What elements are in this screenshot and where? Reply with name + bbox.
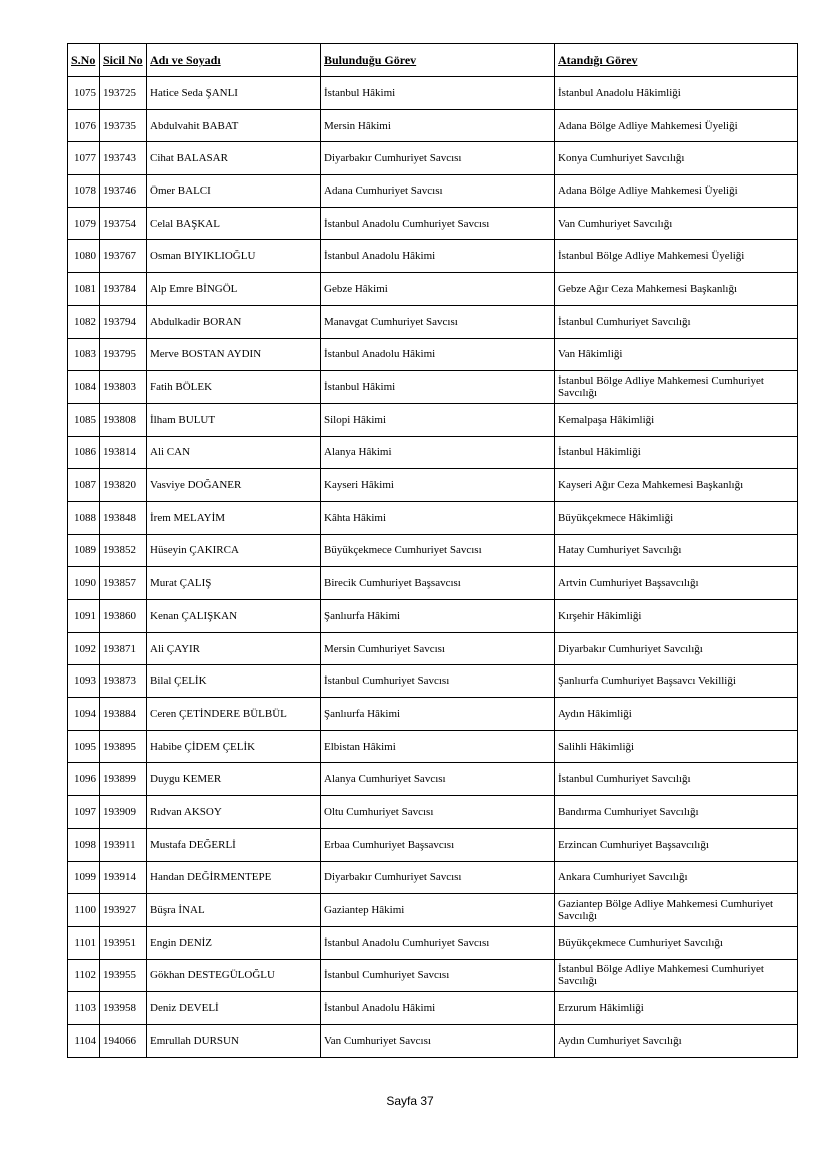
table-header-row bbox=[68, 44, 798, 77]
cell-assigned-post: Büyükçekmece Hâkimliği bbox=[555, 501, 798, 534]
cell-assigned-post: Bandırma Cumhuriyet Savcılığı bbox=[555, 796, 798, 829]
cell-sno: 1080 bbox=[68, 240, 100, 273]
cell-sno: 1102 bbox=[68, 959, 100, 992]
cell-current-post: Alanya Cumhuriyet Savcısı bbox=[321, 763, 555, 796]
cell-current-post: İstanbul Anadolu Hâkimi bbox=[321, 992, 555, 1025]
cell-sicil-no: 193857 bbox=[100, 567, 147, 600]
cell-assigned-post: İstanbul Hâkimliği bbox=[555, 436, 798, 469]
cell-name: Gökhan DESTEGÜLOĞLU bbox=[147, 959, 321, 992]
cell-sicil-no: 193852 bbox=[100, 534, 147, 567]
cell-name: Fatih BÖLEK bbox=[147, 371, 321, 404]
cell-name: Vasviye DOĞANER bbox=[147, 469, 321, 502]
cell-sicil-no: 193754 bbox=[100, 207, 147, 240]
cell-current-post: Birecik Cumhuriyet Başsavcısı bbox=[321, 567, 555, 600]
cell-sno: 1083 bbox=[68, 338, 100, 371]
cell-current-post: Mersin Hâkimi bbox=[321, 109, 555, 142]
cell-current-post: İstanbul Cumhuriyet Savcısı bbox=[321, 665, 555, 698]
cell-name: Duygu KEMER bbox=[147, 763, 321, 796]
cell-assigned-post: İstanbul Anadolu Hâkimliği bbox=[555, 77, 798, 110]
cell-assigned-post: Büyükçekmece Cumhuriyet Savcılığı bbox=[555, 926, 798, 959]
table-row bbox=[68, 1024, 798, 1057]
cell-sno: 1079 bbox=[68, 207, 100, 240]
header-assigned-post: Atandığı Görev bbox=[555, 44, 798, 77]
cell-sno: 1096 bbox=[68, 763, 100, 796]
cell-assigned-post: Salihli Hâkimliği bbox=[555, 730, 798, 763]
cell-sno: 1094 bbox=[68, 698, 100, 731]
cell-current-post: İstanbul Anadolu Hâkimi bbox=[321, 240, 555, 273]
cell-sno: 1082 bbox=[68, 305, 100, 338]
cell-sicil-no: 193958 bbox=[100, 992, 147, 1025]
table-row bbox=[68, 534, 798, 567]
cell-sno: 1100 bbox=[68, 894, 100, 927]
header-sno: S.No bbox=[68, 44, 100, 77]
cell-assigned-post: Erzincan Cumhuriyet Başsavcılığı bbox=[555, 828, 798, 861]
cell-name: İrem MELAYİM bbox=[147, 501, 321, 534]
cell-sno: 1093 bbox=[68, 665, 100, 698]
cell-sicil-no: 193927 bbox=[100, 894, 147, 927]
cell-sno: 1088 bbox=[68, 501, 100, 534]
assignment-table bbox=[67, 43, 798, 1058]
cell-current-post: İstanbul Hâkimi bbox=[321, 77, 555, 110]
cell-current-post: Diyarbakır Cumhuriyet Savcısı bbox=[321, 142, 555, 175]
assignment-table-container bbox=[67, 43, 797, 1058]
cell-assigned-post: Kayseri Ağır Ceza Mahkemesi Başkanlığı bbox=[555, 469, 798, 502]
cell-sno: 1099 bbox=[68, 861, 100, 894]
cell-current-post: Alanya Hâkimi bbox=[321, 436, 555, 469]
cell-sno: 1084 bbox=[68, 371, 100, 404]
page-number: Sayfa 37 bbox=[386, 1094, 434, 1108]
cell-name: Bilal ÇELİK bbox=[147, 665, 321, 698]
cell-assigned-post: Hatay Cumhuriyet Savcılığı bbox=[555, 534, 798, 567]
cell-sicil-no: 193884 bbox=[100, 698, 147, 731]
cell-sicil-no: 193871 bbox=[100, 632, 147, 665]
cell-name: Ceren ÇETİNDERE BÜLBÜL bbox=[147, 698, 321, 731]
cell-name: Rıdvan AKSOY bbox=[147, 796, 321, 829]
cell-name: Deniz DEVELİ bbox=[147, 992, 321, 1025]
cell-name: Mustafa DEĞERLİ bbox=[147, 828, 321, 861]
cell-assigned-post: Adana Bölge Adliye Mahkemesi Üyeliği bbox=[555, 109, 798, 142]
cell-sno: 1087 bbox=[68, 469, 100, 502]
table-row bbox=[68, 77, 798, 110]
table-row bbox=[68, 273, 798, 306]
cell-name: Merve BOSTAN AYDIN bbox=[147, 338, 321, 371]
cell-current-post: Silopi Hâkimi bbox=[321, 403, 555, 436]
cell-assigned-post: Kırşehir Hâkimliği bbox=[555, 600, 798, 633]
cell-name: Ömer BALCI bbox=[147, 175, 321, 208]
cell-sicil-no: 193895 bbox=[100, 730, 147, 763]
table-row bbox=[68, 109, 798, 142]
cell-assigned-post: Kemalpaşa Hâkimliği bbox=[555, 403, 798, 436]
cell-sicil-no: 193808 bbox=[100, 403, 147, 436]
cell-name: Büşra İNAL bbox=[147, 894, 321, 927]
cell-current-post: Elbistan Hâkimi bbox=[321, 730, 555, 763]
table-row bbox=[68, 698, 798, 731]
cell-current-post: İstanbul Hâkimi bbox=[321, 371, 555, 404]
table-row bbox=[68, 305, 798, 338]
table-row bbox=[68, 403, 798, 436]
table-row bbox=[68, 142, 798, 175]
table-row bbox=[68, 240, 798, 273]
cell-sno: 1097 bbox=[68, 796, 100, 829]
table-row bbox=[68, 600, 798, 633]
cell-current-post: Büyükçekmece Cumhuriyet Savcısı bbox=[321, 534, 555, 567]
table-row bbox=[68, 567, 798, 600]
cell-sicil-no: 193767 bbox=[100, 240, 147, 273]
cell-assigned-post: Erzurum Hâkimliği bbox=[555, 992, 798, 1025]
cell-assigned-post: Ankara Cumhuriyet Savcılığı bbox=[555, 861, 798, 894]
cell-sicil-no: 193911 bbox=[100, 828, 147, 861]
cell-current-post: Gaziantep Hâkimi bbox=[321, 894, 555, 927]
cell-assigned-post: Konya Cumhuriyet Savcılığı bbox=[555, 142, 798, 175]
cell-sno: 1078 bbox=[68, 175, 100, 208]
cell-name: Abdulkadir BORAN bbox=[147, 305, 321, 338]
table-row bbox=[68, 338, 798, 371]
cell-sno: 1098 bbox=[68, 828, 100, 861]
cell-sicil-no: 193725 bbox=[100, 77, 147, 110]
table-row bbox=[68, 665, 798, 698]
table-row bbox=[68, 828, 798, 861]
cell-sicil-no: 193955 bbox=[100, 959, 147, 992]
table-row bbox=[68, 894, 798, 927]
cell-sno: 1091 bbox=[68, 600, 100, 633]
cell-current-post: Kâhta Hâkimi bbox=[321, 501, 555, 534]
cell-assigned-post: Gebze Ağır Ceza Mahkemesi Başkanlığı bbox=[555, 273, 798, 306]
cell-assigned-post: Van Hâkimliği bbox=[555, 338, 798, 371]
table-row bbox=[68, 632, 798, 665]
cell-current-post: İstanbul Cumhuriyet Savcısı bbox=[321, 959, 555, 992]
cell-current-post: Adana Cumhuriyet Savcısı bbox=[321, 175, 555, 208]
cell-sno: 1101 bbox=[68, 926, 100, 959]
cell-assigned-post: İstanbul Bölge Adliye Mahkemesi Cumhuriyet Savcılığı bbox=[555, 371, 798, 404]
cell-sicil-no: 193784 bbox=[100, 273, 147, 306]
cell-current-post: Şanlıurfa Hâkimi bbox=[321, 600, 555, 633]
table-row bbox=[68, 959, 798, 992]
cell-name: Habibe ÇİDEM ÇELİK bbox=[147, 730, 321, 763]
header-current-post: Bulunduğu Görev bbox=[321, 44, 555, 77]
cell-assigned-post: İstanbul Bölge Adliye Mahkemesi Cumhuriyet Savcılığı bbox=[555, 959, 798, 992]
table-row bbox=[68, 796, 798, 829]
table-row bbox=[68, 501, 798, 534]
cell-sicil-no: 193794 bbox=[100, 305, 147, 338]
cell-current-post: Gebze Hâkimi bbox=[321, 273, 555, 306]
table-row bbox=[68, 175, 798, 208]
cell-sicil-no: 193860 bbox=[100, 600, 147, 633]
cell-sno: 1086 bbox=[68, 436, 100, 469]
cell-sno: 1077 bbox=[68, 142, 100, 175]
cell-sno: 1092 bbox=[68, 632, 100, 665]
cell-sicil-no: 193873 bbox=[100, 665, 147, 698]
cell-assigned-post: Şanlıurfa Cumhuriyet Başsavcı Vekilliği bbox=[555, 665, 798, 698]
cell-current-post: İstanbul Anadolu Cumhuriyet Savcısı bbox=[321, 207, 555, 240]
cell-sicil-no: 193820 bbox=[100, 469, 147, 502]
cell-current-post: Şanlıurfa Hâkimi bbox=[321, 698, 555, 731]
cell-assigned-post: İstanbul Cumhuriyet Savcılığı bbox=[555, 763, 798, 796]
cell-sno: 1095 bbox=[68, 730, 100, 763]
cell-name: Ali ÇAYIR bbox=[147, 632, 321, 665]
cell-current-post: İstanbul Anadolu Hâkimi bbox=[321, 338, 555, 371]
header-sicil-no: Sicil No bbox=[100, 44, 147, 77]
cell-name: Engin DENİZ bbox=[147, 926, 321, 959]
cell-assigned-post: İstanbul Cumhuriyet Savcılığı bbox=[555, 305, 798, 338]
cell-sno: 1104 bbox=[68, 1024, 100, 1057]
cell-assigned-post: Adana Bölge Adliye Mahkemesi Üyeliği bbox=[555, 175, 798, 208]
cell-assigned-post: İstanbul Bölge Adliye Mahkemesi Üyeliği bbox=[555, 240, 798, 273]
cell-assigned-post: Van Cumhuriyet Savcılığı bbox=[555, 207, 798, 240]
cell-sno: 1085 bbox=[68, 403, 100, 436]
cell-sicil-no: 193746 bbox=[100, 175, 147, 208]
header-name: Adı ve Soyadı bbox=[147, 44, 321, 77]
cell-sicil-no: 193909 bbox=[100, 796, 147, 829]
cell-name: Hüseyin ÇAKIRCA bbox=[147, 534, 321, 567]
table-row bbox=[68, 207, 798, 240]
table-row bbox=[68, 469, 798, 502]
cell-name: Celal BAŞKAL bbox=[147, 207, 321, 240]
cell-sno: 1076 bbox=[68, 109, 100, 142]
table-row bbox=[68, 926, 798, 959]
table-row bbox=[68, 992, 798, 1025]
cell-name: Murat ÇALIŞ bbox=[147, 567, 321, 600]
cell-sicil-no: 193743 bbox=[100, 142, 147, 175]
cell-assigned-post: Aydın Cumhuriyet Savcılığı bbox=[555, 1024, 798, 1057]
cell-current-post: Kayseri Hâkimi bbox=[321, 469, 555, 502]
cell-name: İlham BULUT bbox=[147, 403, 321, 436]
cell-name: Osman BIYIKLIOĞLU bbox=[147, 240, 321, 273]
cell-assigned-post: Diyarbakır Cumhuriyet Savcılığı bbox=[555, 632, 798, 665]
cell-assigned-post: Gaziantep Bölge Adliye Mahkemesi Cumhuriyet Savcılığı bbox=[555, 894, 798, 927]
cell-current-post: Mersin Cumhuriyet Savcısı bbox=[321, 632, 555, 665]
cell-assigned-post: Artvin Cumhuriyet Başsavcılığı bbox=[555, 567, 798, 600]
table-row bbox=[68, 861, 798, 894]
cell-name: Hatice Seda ŞANLI bbox=[147, 77, 321, 110]
cell-name: Cihat BALASAR bbox=[147, 142, 321, 175]
cell-sicil-no: 193951 bbox=[100, 926, 147, 959]
cell-sicil-no: 193803 bbox=[100, 371, 147, 404]
cell-sno: 1089 bbox=[68, 534, 100, 567]
cell-sno: 1081 bbox=[68, 273, 100, 306]
table-body bbox=[68, 77, 798, 1058]
cell-name: Handan DEĞİRMENTEPE bbox=[147, 861, 321, 894]
cell-sicil-no: 193735 bbox=[100, 109, 147, 142]
table-row bbox=[68, 763, 798, 796]
cell-name: Kenan ÇALIŞKAN bbox=[147, 600, 321, 633]
cell-name: Emrullah DURSUN bbox=[147, 1024, 321, 1057]
cell-sicil-no: 193899 bbox=[100, 763, 147, 796]
cell-current-post: Erbaa Cumhuriyet Başsavcısı bbox=[321, 828, 555, 861]
cell-current-post: Oltu Cumhuriyet Savcısı bbox=[321, 796, 555, 829]
cell-current-post: İstanbul Anadolu Cumhuriyet Savcısı bbox=[321, 926, 555, 959]
cell-name: Ali CAN bbox=[147, 436, 321, 469]
cell-sno: 1103 bbox=[68, 992, 100, 1025]
cell-sicil-no: 193914 bbox=[100, 861, 147, 894]
cell-sicil-no: 193814 bbox=[100, 436, 147, 469]
cell-current-post: Diyarbakır Cumhuriyet Savcısı bbox=[321, 861, 555, 894]
cell-sicil-no: 193795 bbox=[100, 338, 147, 371]
table-row bbox=[68, 730, 798, 763]
cell-current-post: Van Cumhuriyet Savcısı bbox=[321, 1024, 555, 1057]
cell-name: Abdulvahit BABAT bbox=[147, 109, 321, 142]
cell-sno: 1090 bbox=[68, 567, 100, 600]
table-row bbox=[68, 371, 798, 404]
table-row bbox=[68, 436, 798, 469]
cell-current-post: Manavgat Cumhuriyet Savcısı bbox=[321, 305, 555, 338]
cell-sicil-no: 193848 bbox=[100, 501, 147, 534]
cell-name: Alp Emre BİNGÖL bbox=[147, 273, 321, 306]
cell-assigned-post: Aydın Hâkimliği bbox=[555, 698, 798, 731]
cell-sno: 1075 bbox=[68, 77, 100, 110]
cell-sicil-no: 194066 bbox=[100, 1024, 147, 1057]
